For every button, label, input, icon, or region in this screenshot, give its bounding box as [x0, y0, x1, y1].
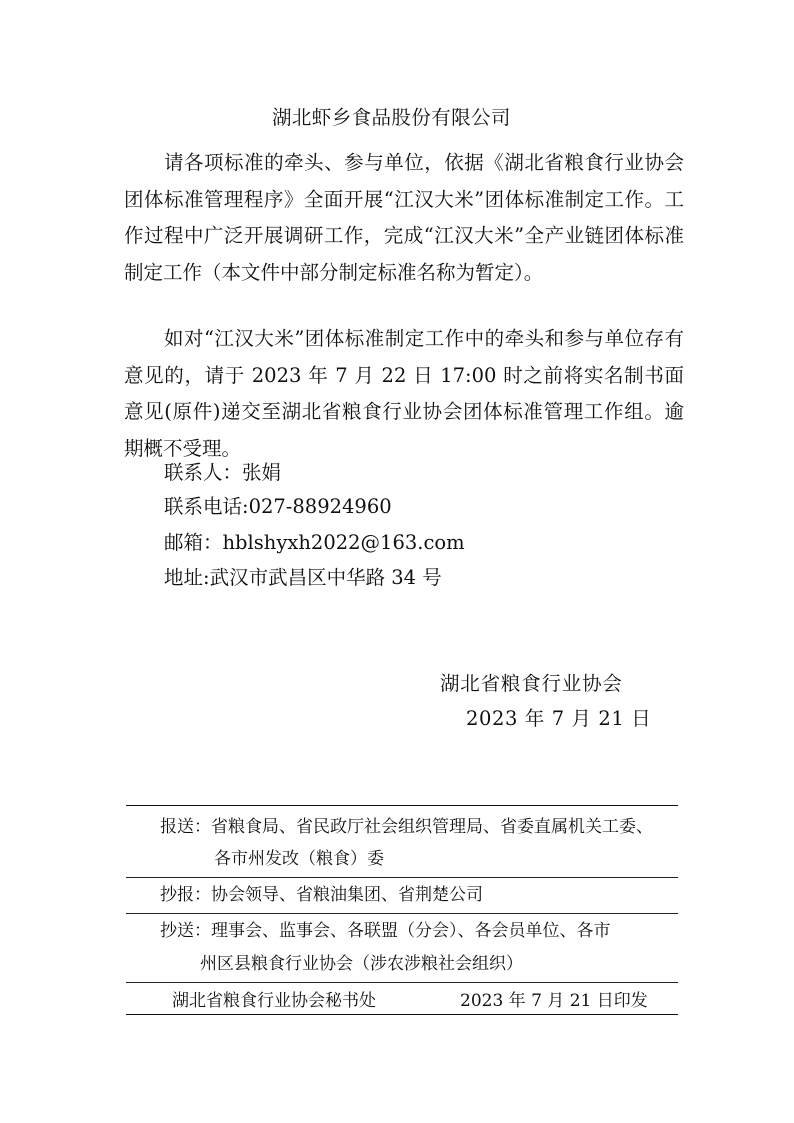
distribution-rule-2 — [126, 913, 678, 914]
distribution-bottom-rule — [126, 1014, 678, 1015]
contact-address: 地址:武汉市武昌区中华路 34 号 — [164, 566, 442, 589]
issue-date: 2023 年 7 月 21 日印发 — [460, 991, 648, 1011]
contact-person: 联系人：张娟 — [164, 461, 282, 484]
distribution-rule-3 — [126, 982, 678, 983]
distribution-top-rule — [126, 805, 678, 806]
paragraph-objection-instructions: 如对“江汉大米”团体标准制定工作中的牵头和参与单位存有意见的，请于 2023 年 7 月 22 日 17:00 时之前将实名制书面意见(原件)递交至湖北省粮食行业协会团体标准管理工作组。逾期概不受理。 — [124, 327, 684, 460]
recipient-company: 湖北虾乡食品股份有限公司 — [272, 106, 511, 129]
cc-send-line-2: 州区县粮食行业协会（涉农涉粮社会组织） — [200, 954, 523, 974]
paragraph-standards-notice: 请各项标准的牵头、参与单位，依据《湖北省粮食行业协会团体标准管理程序》全面开展“江汉大米”团体标准制定工作。工作过程中广泛开展调研工作，完成“江汉大米”全产业链团体标准制定工作（本文件中部分制定标准名称为暂定）。 — [124, 151, 684, 284]
contact-phone: 联系电话:027-88924960 — [164, 495, 392, 518]
cc-report-line: 抄报：协会领导、省粮油集团、省荆楚公司 — [160, 885, 483, 905]
signature-date: 2023 年 7 月 21 日 — [466, 707, 652, 730]
cc-send-line-1: 抄送：理事会、监事会、各联盟（分会）、各会员单位、各市 — [160, 921, 611, 941]
report-to-line-1: 报送：省粮食局、省民政厅社会组织管理局、省委直属机关工委、 — [160, 817, 653, 837]
report-to-line-2: 各市州发改（粮食）委 — [214, 849, 384, 869]
contact-email: 邮箱：hblshyxh2022@163.com — [164, 531, 465, 554]
signature-organization: 湖北省粮食行业协会 — [440, 672, 623, 695]
issuer-name: 湖北省粮食行业协会秘书处 — [172, 991, 376, 1011]
distribution-rule-1 — [126, 877, 678, 878]
